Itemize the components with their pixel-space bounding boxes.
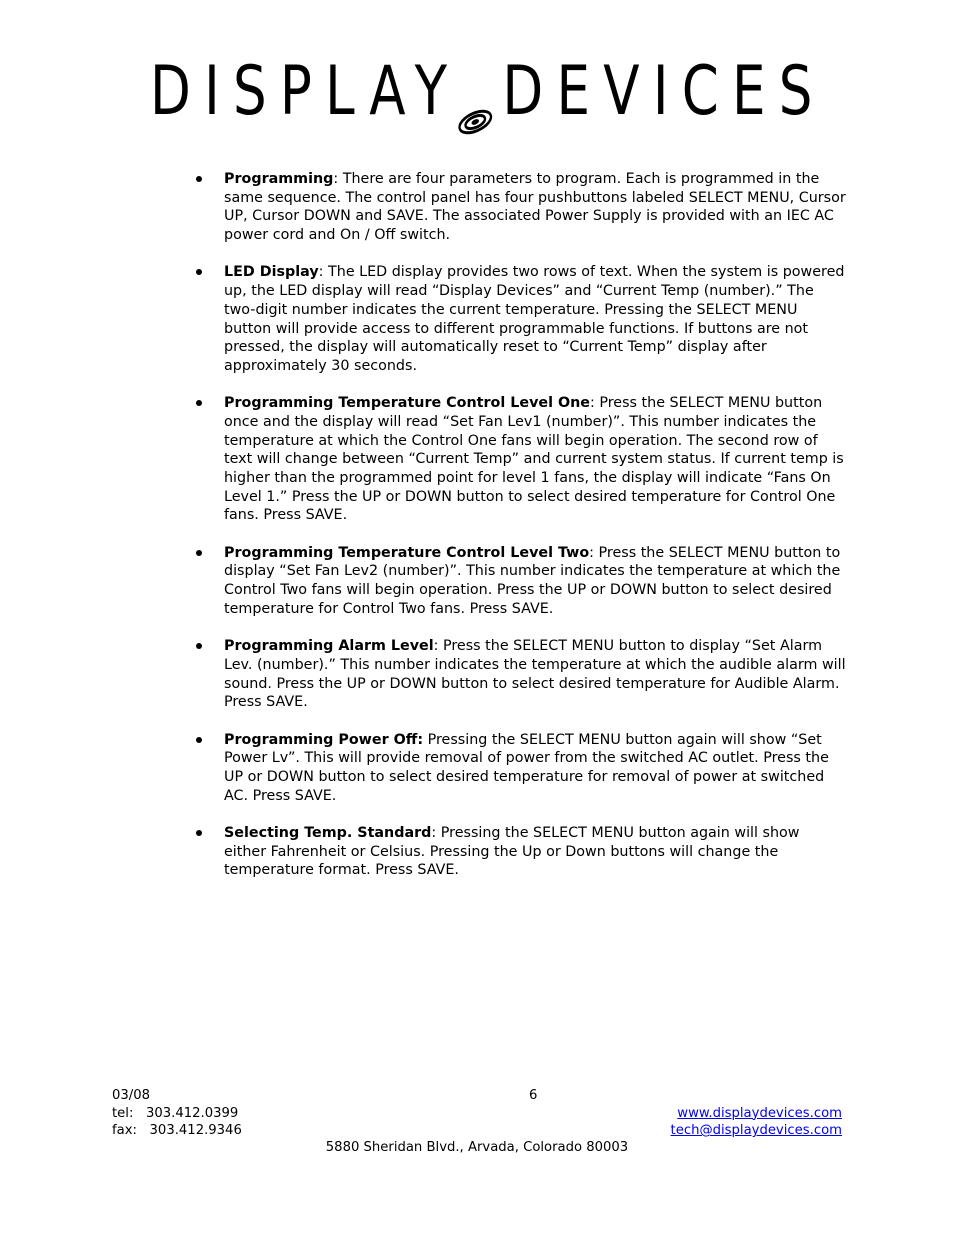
bullet-heading: Selecting Temp. Standard: [224, 824, 432, 841]
bullet-heading: LED Display: [224, 264, 319, 281]
footer-date: 03/08: [112, 1088, 151, 1103]
bullet-text: : Press the SELECT MENU button to display “Set Fan Lev2 (number)”. This number indicates the temperature at which the Control Two fans will begin operation. Press the UP or DOWN button to select desired temperature for Control Two fans. Press SAVE.: [224, 544, 841, 617]
bullet-icon: [196, 643, 202, 649]
list-item: [196, 170, 846, 245]
bullet-icon: [196, 550, 202, 556]
bullet-text: : Press the SELECT MENU button once and the display will read “Set Fan Lev1 (number)”. This number indicates the temperature at which the Control One fans will begin operation. The second row of text will change between “Current Temp” and current system status. If current temp is higher than the programmed point for level 1 fans, the display will indicate “Fans On Level 1.” Press the UP or DOWN button to select desired temperature for Control One fans. Press SAVE.: [224, 395, 844, 524]
footer-fax: fax: 303.412.9346: [112, 1123, 242, 1139]
list-item: [196, 263, 846, 375]
bullet-text: : Press the SELECT MENU button to display “Set Alarm Lev. (number).” This number indicates the temperature at which the audible alarm will sound. Press the UP or DOWN button to select desired temperature for Audible Alarm. Press SAVE.: [224, 638, 846, 711]
swirl-logo-icon: [456, 80, 495, 120]
email-link[interactable]: tech@displaydevices.com: [670, 1123, 842, 1139]
company-logo: [150, 52, 826, 132]
bullet-icon: [196, 737, 202, 743]
list-item: [196, 824, 846, 880]
page-footer: [112, 1087, 842, 1155]
bullet-icon: [196, 269, 202, 275]
logo-text-left: DISPLAY: [150, 52, 461, 131]
bullet-heading: Programming Power Off:: [224, 731, 424, 748]
bullet-text: : There are four parameters to program. Each is programmed in the same sequence. The control panel has four pushbuttons labeled SELECT MENU, Cursor UP, Cursor DOWN and SAVE. The associated Power Supply is provided with an IEC AC power cord and On / Off switch.: [224, 171, 846, 244]
bullet-heading: Programming: [224, 171, 334, 187]
bullet-heading: Programming Temperature Control Level Two: [224, 544, 590, 561]
bullet-heading: Programming Alarm Level: [224, 638, 434, 655]
page-number: 6: [529, 1088, 538, 1103]
bullet-icon: [196, 830, 202, 836]
logo-text-right: DEVICES: [502, 52, 826, 131]
footer-tel: tel: 303.412.0399: [112, 1105, 239, 1121]
list-item: [196, 544, 846, 619]
bullet-text: Pressing the SELECT MENU button again will show “Set Power Lv”. This will provide removal of power from the switched AC outlet. Press the UP or DOWN button to select desired temperature for removal of power at switched AC. Press SAVE.: [224, 731, 829, 804]
bullet-text: : The LED display provides two rows of text. When the system is powered up, the LED display will read “Display Devices” and “Current Temp (number).” The two-digit number indicates the current temperature. Pressing the SELECT MENU button will provide access to different programmable functions. If buttons are not pressed, the display will automatically reset to “Current Temp” display after approximately 30 seconds.: [224, 264, 845, 374]
bullet-heading: Programming Temperature Control Level One: [224, 395, 590, 412]
website-link[interactable]: www.displaydevices.com: [677, 1105, 842, 1121]
list-item: [196, 394, 846, 525]
list-item: [196, 637, 846, 712]
list-item: [196, 731, 846, 806]
bullet-icon: [196, 400, 202, 406]
bullet-text: : Pressing the SELECT MENU button again will show either Fahrenheit or Celsius. Pressing the Up or Down buttons will change the temperature format. Press SAVE.: [224, 824, 800, 879]
bullet-icon: [196, 176, 202, 182]
footer-address: 5880 Sheridan Blvd., Arvada, Colorado 80003: [325, 1140, 629, 1155]
instruction-list: [196, 170, 846, 899]
